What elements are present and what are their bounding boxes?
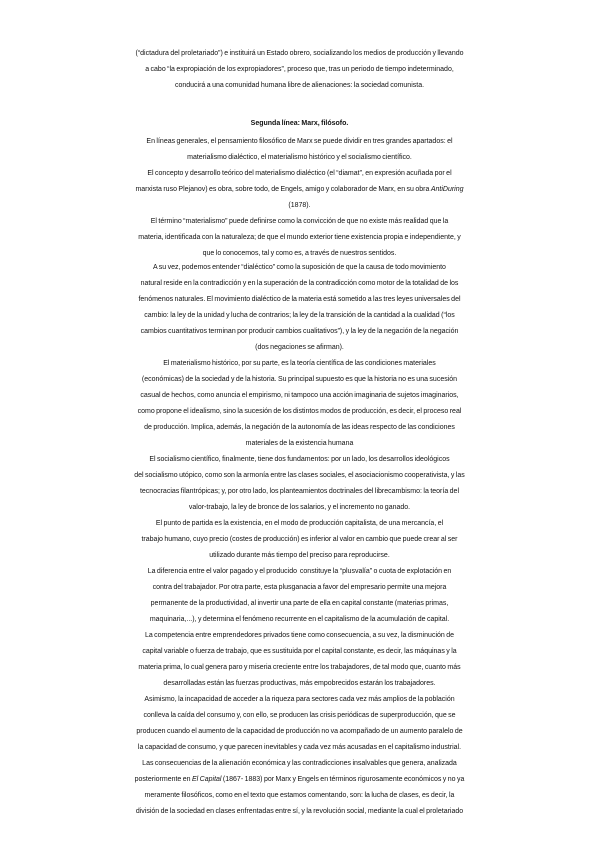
paragraph-scientific-socialism: [0, 452, 599, 516]
intro-paragraph: [0, 46, 599, 94]
text-line: (“dictadura del proletariado”) e instituirá un Estado obrero, socializando los medios de producción y llevando: [135, 50, 464, 57]
text-line: A su vez, podemos entender “dialéctico” como la suposición de que la causa de todo movimiento: [153, 264, 446, 271]
text-line: El materialismo histórico, por su parte, es la teoría científica de las condiciones materiales: [163, 360, 436, 367]
text-line: división de la sociedad en clases enfrentadas entre sí, y la revolución social, mediante la cual el proletariado: [135, 808, 464, 815]
text-line: conlleva la caída del consumo y, con ello, se producen las crisis periódicas de superproducción, que se: [143, 712, 456, 719]
text-line: permanente de la productividad, al invertir una parte de ella en capital constante (materias primas,: [150, 600, 449, 607]
text-line: como propone el idealismo, sino la sucesión de los distintos modos de producción, es decir, el proceso real: [137, 408, 462, 415]
text-line: materiales de la existencia humana: [245, 440, 354, 447]
text-line: utilizado durante más tiempo del preciso para reproducirse.: [209, 552, 390, 559]
text-line: (dos negaciones se afirman).: [255, 344, 344, 351]
paragraph-competition: [0, 628, 599, 692]
text-line: El concepto y desarrollo teórico del materialismo dialéctico (el “diamat”, en expresión acuñada por el: [147, 170, 452, 177]
text-line: contra del trabajador. Por otra parte, esta plusganacia a favor del empresario permite una mejora: [152, 584, 447, 591]
text-line: En líneas generales, el pensamiento filosófico de Marx se puede dividir en tres grandes apartados: el: [146, 138, 453, 145]
heading-text: Segunda línea: Marx, filósofo.: [250, 120, 349, 127]
text-line: Las consecuencias de la alienación económica y las contradicciones insalvables que genera, analizada: [142, 760, 457, 767]
text-line: cambio: la ley de la unidad y lucha de contrarios; la ley de la transición de la cantidad a la cualidad (“los: [144, 312, 455, 319]
text-line: desarrolladas están las fuerzas productivas, más empobrecidos estarán los trabajadores.: [163, 680, 436, 687]
text-line: El punto de partida es la existencia, en el modo de producción capitalista, de una mercancía, el: [155, 520, 444, 527]
work-title: El Capital: [192, 776, 222, 783]
section-heading: [0, 116, 599, 132]
text-line: casual de hechos, como anuncia el empirismo, ni tampoco una acción imaginaria de sujetos imaginarios,: [140, 392, 459, 399]
text-line: del socialismo utópico, como son la armonía entre las clases sociales, el asociacionismo cooperativista, y las: [134, 472, 465, 479]
paragraph-surplus-value: [0, 564, 599, 628]
text-line: natural reside en la contradicción y en la superación de la contradicción como motor de la totalidad de los: [140, 280, 459, 287]
text-line: fenómenos naturales. El movimiento dialéctico de la materia está sometido a las tres leyes universales del: [138, 296, 461, 303]
paragraph-dialectic: [0, 260, 599, 356]
text-line: producen cuando el aumento de la capacidad de producción no va acompañado de un aumento paralelo de: [136, 728, 463, 735]
paragraph-crisis: [0, 692, 599, 756]
text-line: que lo conocemos, tal y como es, a través de nuestros sentidos.: [202, 250, 397, 257]
text-line: maquinaria,...), y determina el fenómeno recurrente en el capitalismo de la acumulación de capital.: [149, 616, 450, 623]
text-line: La diferencia entre el valor pagado y el producido constituye la “plusvalía” o cuota de explotación en: [147, 568, 452, 575]
text-line: El término “materialismo” puede definirse como la convicción de que no existe más realidad que la: [150, 218, 449, 225]
text-line: Asimismo, la incapacidad de acceder a la riqueza para sectores cada vez más amplios de la población: [144, 696, 455, 703]
text-line: (1878).: [288, 202, 311, 209]
paragraph-dialectical-materialism: [0, 166, 599, 214]
text-line: la capacidad de consumo, y que parecen inevitables y cada vez más acusadas en el capitalismo industrial.: [137, 744, 462, 751]
text-line: trabajo humano, cuyo precio (costes de producción) es inferior al valor en cambio que puede crear al ser: [141, 536, 458, 543]
paragraph-historical-materialism: [0, 356, 599, 452]
paragraph-consequences: [0, 756, 599, 820]
text-line: materialismo dialéctico, el materialismo histórico y el socialismo científico.: [187, 154, 412, 161]
paragraph-divisions: [0, 134, 599, 166]
text-line: (económicas) de la sociedad y de la historia. Su principal supuesto es que la historia no es una sucesión: [141, 376, 458, 383]
text-line: marxista ruso Plejanov) es obra, sobre todo, de Engels, amigo y colaborador de Marx, en su obra AntiDuring: [135, 186, 464, 193]
text-line: materia, identificada con la naturaleza; de que el mundo exterior tiene existencia propia e independiente, y: [138, 234, 461, 241]
text-line: cambios cuantitativos terminan por producir cambios cualitativos”), y la ley de la negación de la negación: [140, 328, 459, 335]
text-line: capital variable o fuerza de trabajo, que es sustituida por el capital constante, es decir, las máquinas y la: [142, 648, 457, 655]
paragraph-materialism: [0, 214, 599, 262]
text-line: tecnocracias filantrópicas; y, por otro lado, los planteamientos doctrinales del librecambismo: la teoría del: [139, 488, 460, 495]
work-title: AntiDuring: [430, 186, 464, 193]
text-line: valor-trabajo, la ley de bronce de los salarios, y el incremento no ganado.: [188, 504, 411, 511]
text-line: conducirá a una comunidad humana libre de alienaciones: la sociedad comunista.: [174, 82, 425, 89]
text-line: de producción. Implica, además, la negación de la autonomía de las ideas respecto de las condiciones: [144, 424, 455, 431]
text-line: La competencia entre emprendedores privados tiene como consecuencia, a su vez, la disminución de: [144, 632, 455, 639]
text-line: posteriormente en El Capital (1867- 1883) por Marx y Engels en términos rigurosamente económicos y no ya: [134, 776, 465, 783]
text-line: meramente filosóficos, como en el texto que estamos comentando, son: la lucha de clases, es decir, la: [144, 792, 455, 799]
text-line: materia prima, lo cual genera paro y miseria creciente entre los trabajadores, de tal modo que, cuanto más: [138, 664, 461, 671]
paragraph-starting-point: [0, 516, 599, 564]
text-line: El socialismo científico, finalmente, tiene dos fundamentos: por un lado, los desarrollos ideológicos: [149, 456, 450, 463]
text-line: a cabo “la expropiación de los expropiadores”, proceso que, tras un periodo de tiempo indeterminado,: [145, 66, 454, 73]
